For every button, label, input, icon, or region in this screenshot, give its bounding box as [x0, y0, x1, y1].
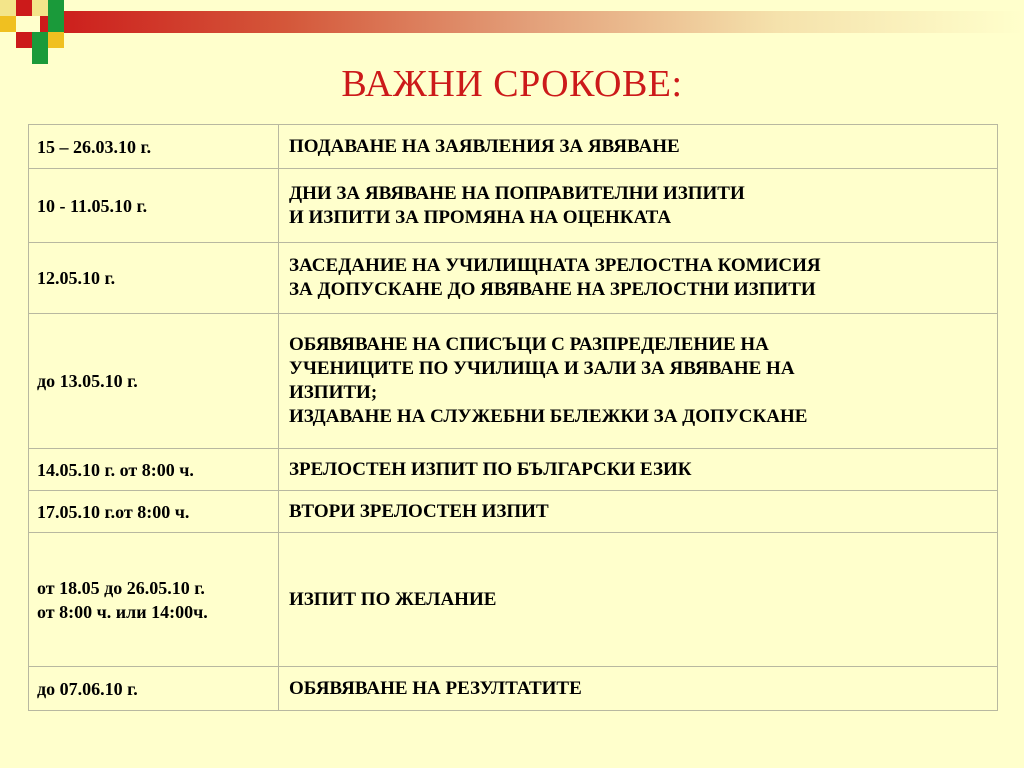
header-gradient-bar — [40, 11, 1024, 33]
decor-square — [48, 0, 64, 16]
decor-square — [16, 32, 32, 48]
schedule-event: ВТОРИ ЗРЕЛОСТЕН ИЗПИТ — [279, 491, 998, 533]
decor-square — [32, 0, 48, 16]
table-row — [29, 491, 998, 533]
schedule-event: ОБЯВЯВАНЕ НА РЕЗУЛТАТИТЕ — [279, 667, 998, 711]
schedule-date: 14.05.10 г. от 8:00 ч. — [29, 449, 279, 491]
decor-square — [48, 32, 64, 48]
table-row — [29, 243, 998, 314]
schedule-event: ЗАСЕДАНИЕ НА УЧИЛИЩНАТА ЗРЕЛОСТНА КОМИСИЯ ЗА ДОПУСКАНЕ ДО ЯВЯВАНЕ НА ЗРЕЛОСТНИ ИЗПИТИ — [279, 243, 998, 314]
schedule-date: до 13.05.10 г. — [29, 314, 279, 449]
decor-square — [48, 16, 64, 32]
schedule-date: 15 – 26.03.10 г. — [29, 125, 279, 169]
decor-square — [32, 32, 48, 48]
schedule-date: от 18.05 до 26.05.10 г. от 8:00 ч. или 14:00ч. — [29, 533, 279, 667]
table-row — [29, 449, 998, 491]
decor-square — [0, 0, 16, 16]
table-row — [29, 533, 998, 667]
schedule-date: 17.05.10 г.от 8:00 ч. — [29, 491, 279, 533]
table-row — [29, 314, 998, 449]
table-row — [29, 667, 998, 711]
schedule-event: ЗРЕЛОСТЕН ИЗПИТ ПО БЪЛГАРСКИ ЕЗИК — [279, 449, 998, 491]
schedule-date: 10 - 11.05.10 г. — [29, 169, 279, 243]
schedule-date: до 07.06.10 г. — [29, 667, 279, 711]
decor-square — [0, 16, 16, 32]
schedule-date: 12.05.10 г. — [29, 243, 279, 314]
schedule-event: ИЗПИТ ПО ЖЕЛАНИЕ — [279, 533, 998, 667]
table-row — [29, 125, 998, 169]
schedule-event: ДНИ ЗА ЯВЯВАНЕ НА ПОПРАВИТЕЛНИ ИЗПИТИ И ИЗПИТИ ЗА ПРОМЯНА НА ОЦЕНКАТА — [279, 169, 998, 243]
schedule-table — [28, 124, 998, 711]
schedule-event: ПОДАВАНЕ НА ЗАЯВЛЕНИЯ ЗА ЯВЯВАНЕ — [279, 125, 998, 169]
table-row — [29, 169, 998, 243]
schedule-event: ОБЯВЯВАНЕ НА СПИСЪЦИ С РАЗПРЕДЕЛЕНИЕ НА УЧЕНИЦИТЕ ПО УЧИЛИЩА И ЗАЛИ ЗА ЯВЯВАНЕ НА ИЗПИТИ; ИЗДАВАНЕ НА СЛУЖЕБНИ БЕЛЕЖКИ ЗА ДОПУСКАНЕ — [279, 314, 998, 449]
slide-title: ВАЖНИ СРОКОВЕ: — [341, 63, 683, 105]
decor-square — [16, 0, 32, 16]
